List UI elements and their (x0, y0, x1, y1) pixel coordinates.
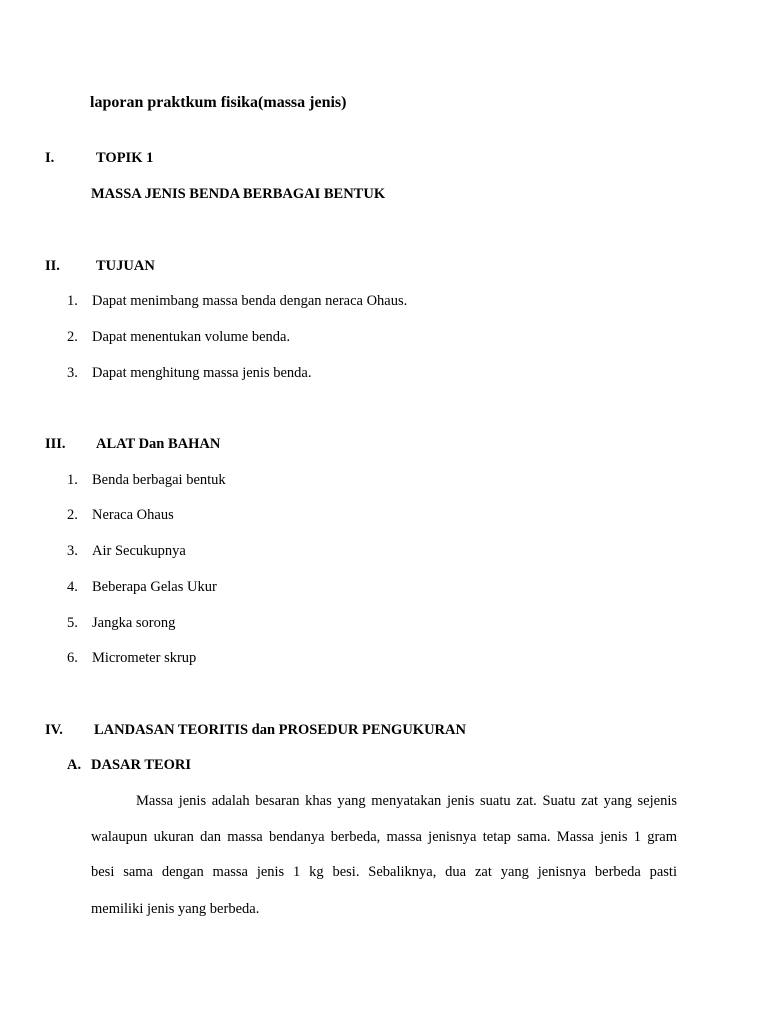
paragraph-line: Massa jenis adalah besaran khas yang menyatakan jenis suatu zat. Suatu zat yang sejenis (136, 793, 677, 809)
paragraph-line: memiliki jenis yang berbeda. (91, 901, 260, 917)
document-title: laporan praktkum fisika(massa jenis) (90, 94, 347, 111)
subsection-a-label: A. (67, 757, 82, 773)
section-2-number: II. (45, 258, 60, 274)
section-1-number: I. (45, 150, 55, 166)
subsection-a-title: DASAR TEORI (91, 757, 192, 773)
list-item-number: 1. (67, 472, 78, 488)
list-item-number: 5. (67, 615, 78, 631)
list-item-number: 2. (67, 329, 78, 345)
section-3-title: ALAT Dan BAHAN (96, 436, 221, 452)
list-item-number: 4. (67, 579, 78, 595)
section-3-number: III. (45, 436, 66, 452)
section-4-number: IV. (45, 722, 63, 738)
section-1-title: TOPIK 1 (96, 150, 154, 166)
list-item: Dapat menimbang massa benda dengan neraca Ohaus. (92, 293, 408, 309)
list-item: Neraca Ohaus (92, 507, 174, 523)
list-item-number: 6. (67, 650, 78, 666)
section-1-subtitle: MASSA JENIS BENDA BERBAGAI BENTUK (91, 186, 386, 202)
list-item-number: 3. (67, 365, 78, 381)
list-item: Benda berbagai bentuk (92, 472, 226, 488)
list-item: Dapat menghitung massa jenis benda. (92, 365, 312, 381)
list-item: Jangka sorong (92, 615, 176, 631)
section-4-title: LANDASAN TEORITIS dan PROSEDUR PENGUKURAN (94, 722, 466, 738)
list-item: Dapat menentukan volume benda. (92, 329, 291, 345)
list-item: Beberapa Gelas Ukur (92, 579, 217, 595)
list-item-number: 1. (67, 293, 78, 309)
list-item-number: 3. (67, 543, 78, 559)
paragraph-line: besi sama dengan massa jenis 1 kg besi. Sebaliknya, dua zat yang jenisnya berbeda pasti (91, 864, 677, 880)
list-item-number: 2. (67, 507, 78, 523)
section-2-title: TUJUAN (96, 258, 155, 274)
list-item: Micrometer skrup (92, 650, 197, 666)
paragraph-line: walaupun ukuran dan massa bendanya berbeda, massa jenisnya tetap sama. Massa jenis 1 gram (91, 829, 677, 845)
list-item: Air Secukupnya (92, 543, 186, 559)
